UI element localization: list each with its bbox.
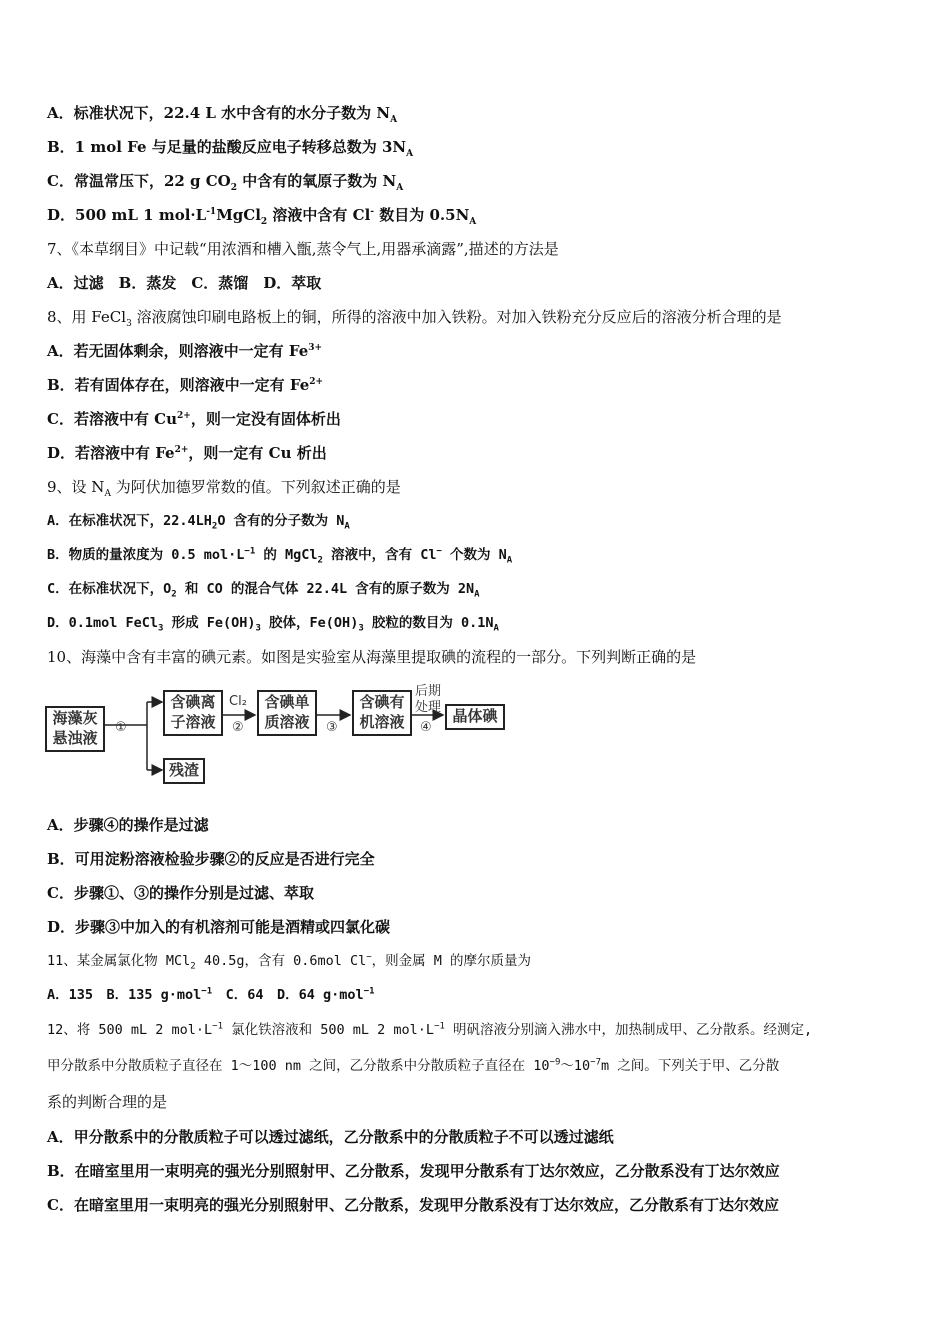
box-organic-solution: 含碘有 机溶液	[352, 690, 412, 736]
q12-option-a: A．甲分散系中的分散质粒子可以透过滤纸，乙分散系中的分散质粒子不可以透过滤纸	[47, 1128, 614, 1146]
q7-stem: 7、《本草纲目》中记载“用浓酒和槽入甑,蒸令气上,用器承滴露”,描述的方法是	[47, 240, 559, 258]
q12-option-c: C．在暗室里用一束明亮的强光分别照射甲、乙分散系，发现甲分散系没有丁达尔效应，乙分散系有丁达尔效应	[47, 1196, 779, 1214]
post-label-1: 后期	[415, 684, 442, 699]
q6-option-d: D．500 mL 1 $mol\cdot L^{-1}MgCl_2$ 溶液中含有 Cl- 数目为 $0.5N_A$	[47, 206, 477, 227]
q12-stem-line2: 甲分散系中分散质粒子直径在 1～100 nm 之间，乙分散系中分散质粒子直径在 $10^{-9}\sim 10^{-7}m$ 之间。下列关于甲、乙分散	[47, 1057, 780, 1074]
q10-option-c: C．步骤①、③的操作分别是过滤、萃取	[47, 884, 314, 902]
box-crystal-iodine: 晶体碘	[445, 704, 505, 730]
start-box: 海藻灰 悬浊液	[45, 706, 105, 752]
q9-option-d: D．0.1mol FeCl$_3$ 形成 $Fe(OH)_3$ 胶体，$Fe(OH)_3$ 胶粒的数目为 $0.1N_A$	[47, 615, 499, 634]
post-label-2: 处理	[415, 700, 442, 715]
box-iodine-solution: 含碘单 质溶液	[257, 690, 317, 736]
q12-option-b: B．在暗室里用一束明亮的强光分别照射甲、乙分散系，发现甲分散系有丁达尔效应，乙分散系没有丁达尔效应	[47, 1162, 780, 1180]
step3-label: ③	[326, 720, 338, 735]
q10-stem: 10、海藻中含有丰富的碘元素。如图是实验室从海藻里提取碘的流程的一部分。下列判断正确的是	[47, 648, 697, 666]
q8-option-d: D．若溶液中有 $Fe^{2+}$，则一定有 Cu 析出	[47, 444, 327, 462]
step1-label: ①	[115, 720, 127, 735]
cl2-label: Cl₂	[229, 694, 247, 709]
q10-option-b: B．可用淀粉溶液检验步骤②的反应是否进行完全	[47, 850, 375, 868]
q7-options: A．过滤 B．蒸发 C．蒸馏 D．萃取	[47, 274, 322, 292]
q12-stem-line1: 12、将 500 mL 2 $mol\cdot L^{-1}$ 氯化铁溶液和 500 mL 2 $mol\cdot L^{-1}$ 明矾溶液分别滴入沸水中，加热制成甲、乙分散系。经测定,	[47, 1021, 813, 1038]
step4-label: ④	[420, 720, 432, 735]
q9-stem: 9、设 $N_A$ 为阿伏加德罗常数的值。下列叙述正确的是	[47, 478, 401, 499]
q12-stem-line3: 系的判断合理的是	[47, 1093, 168, 1111]
q8-option-a: A．若无固体剩余，则溶液中一定有 $Fe^{3+}$	[47, 342, 323, 360]
q9-option-b: B．物质的量浓度为 0.5 $mol\cdot L^{-1}$ 的 MgCl$_2$ 溶液中，含有 Cl− 个数为 $N_A$	[47, 546, 513, 566]
q9-option-a: A．在标准状况下，$22.4LH_2O$ 含有的分子数为 $N_A$	[47, 513, 350, 532]
q10-option-d: D．步骤③中加入的有机溶剂可能是酒精或四氯化碳	[47, 918, 391, 936]
q10-option-a: A．步骤④的操作是过滤	[47, 816, 209, 834]
q8-stem: 8、用 FeCl$_3$ 溶液腐蚀印刷电路板上的铜，所得的溶液中加入铁粉。对加入铁粉充分反应后的溶液分析合理的是	[47, 308, 782, 329]
q9-option-c: C．在标准状况下，$O_2$ 和 CO 的混合气体 22.4L 含有的原子数为 $2N_A$	[47, 581, 480, 600]
q11-stem: 11、某金属氯化物 MCl$_2$ 40.5g，含有 0.6mol Cl−，则金属 M 的摩尔质量为	[47, 952, 532, 972]
box-residue: 残渣	[163, 758, 205, 784]
q6-option-c: C．常温常压下，22 g $CO_2$ 中含有的氧原子数为 $N_A$	[47, 172, 404, 193]
q6-option-a: A．标准状况下，22.4 L 水中含有的水分子数为 $N_A$	[47, 104, 398, 125]
q6-option-b: B．1 mol Fe 与足量的盐酸反应电子转移总数为 $3N_A$	[47, 138, 414, 159]
step2-label: ②	[232, 720, 244, 735]
q8-option-c: C．若溶液中有 $Cu^{2+}$，则一定没有固体析出	[47, 410, 341, 428]
box-iodide-solution: 含碘离 子溶液	[163, 690, 223, 736]
q8-option-b: B．若有固体存在，则溶液中一定有 $Fe^{2+}$	[47, 376, 324, 394]
extraction-flowchart	[45, 680, 515, 790]
q11-options: A．135 B．135 g·mol$^{-1}$ C．64 D．64 g·mol$^{-1}$	[47, 986, 375, 1003]
